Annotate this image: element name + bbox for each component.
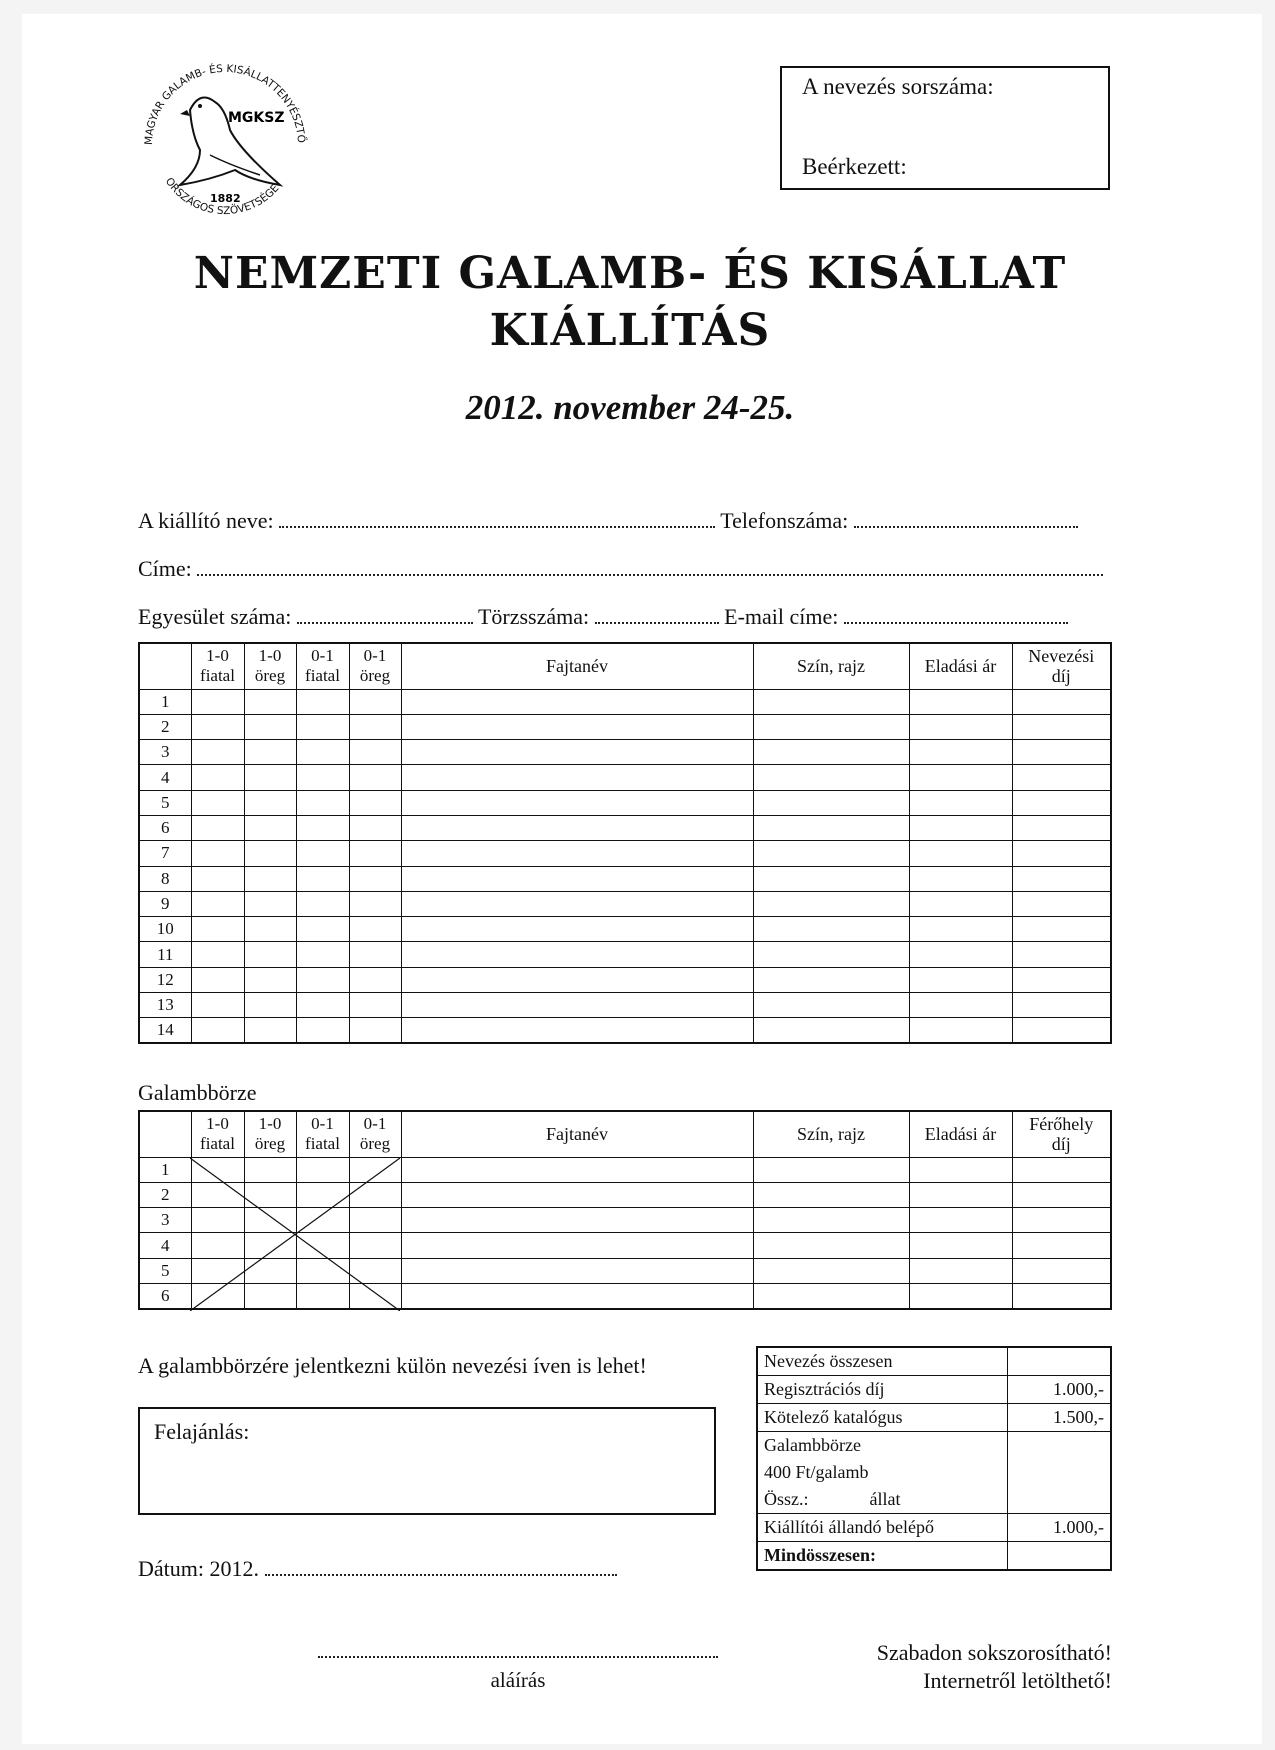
bourse-section-label: Galambbörze [138, 1080, 257, 1105]
fees-sum-label: Össz.: [764, 1489, 809, 1509]
entry-table-cell[interactable] [401, 917, 753, 942]
entry-table-cell[interactable] [401, 790, 753, 815]
fees-registration-label: Regisztrációs díj [757, 1376, 1008, 1404]
entry-table-header [139, 643, 1111, 689]
bourse-table-header [139, 1111, 1111, 1157]
entry-table-cell[interactable] [753, 689, 909, 714]
col-header-price: Eladási ár [909, 643, 1012, 689]
bourse-table-cell[interactable] [1012, 1208, 1111, 1233]
entry-table-cell[interactable] [296, 967, 349, 992]
bourse-table-cell[interactable] [909, 1233, 1012, 1258]
entry-table-cell[interactable] [909, 714, 1012, 739]
bourse-col-color: Szín, rajz [753, 1111, 909, 1157]
entry-table-cell[interactable] [1012, 841, 1111, 866]
entry-table-cell[interactable] [909, 866, 1012, 891]
entry-table-cell[interactable] [296, 866, 349, 891]
entry-table-cell[interactable] [191, 790, 244, 815]
col-header-old-female: 0-1 öreg [349, 643, 401, 689]
bourse-table-cell[interactable] [401, 1208, 753, 1233]
col-header-young-female: 0-1 fiatal [296, 643, 349, 689]
bourse-table-cell[interactable] [909, 1182, 1012, 1207]
entry-table-cell[interactable] [244, 942, 296, 967]
entry-table-row [139, 790, 1111, 815]
entry-table-cell[interactable] [296, 689, 349, 714]
entry-table-row-number: 3 [139, 740, 191, 765]
bourse-table-cell[interactable] [401, 1283, 753, 1308]
entry-table-cell[interactable] [349, 942, 401, 967]
entry-table-row-number: 8 [139, 866, 191, 891]
entry-table-cell[interactable] [191, 917, 244, 942]
bourse-table-cell[interactable] [753, 1233, 909, 1258]
fees-permanent-amount: 1.000,- [1008, 1514, 1112, 1542]
fees-table [756, 1346, 1112, 1571]
fees-row-sum [757, 1486, 1111, 1514]
bourse-table-cell[interactable] [753, 1258, 909, 1283]
entry-table-cell[interactable] [296, 891, 349, 916]
entry-table-cell[interactable] [401, 714, 753, 739]
entry-table-row [139, 689, 1111, 714]
entry-table-cell[interactable] [349, 917, 401, 942]
entry-table-cell[interactable] [401, 993, 753, 1018]
entry-number-box[interactable] [780, 66, 1110, 190]
page-title-line2: KIÁLLÍTÁS [489, 305, 771, 356]
entry-table-cell[interactable] [753, 714, 909, 739]
fees-catalog-label: Kötelező katalógus [757, 1404, 1008, 1432]
bourse-table-cell[interactable] [909, 1283, 1012, 1308]
entry-table-cell[interactable] [1012, 866, 1111, 891]
fees-permanent-label: Kiállítói állandó belépő [757, 1514, 1008, 1542]
entry-table-cell[interactable] [191, 714, 244, 739]
entry-table-cell[interactable] [401, 967, 753, 992]
entry-table-row [139, 841, 1111, 866]
svg-text:MAGYAR GALAMB- ÉS KISÁLLATTENY [130, 50, 309, 145]
entry-table-cell[interactable] [349, 1018, 401, 1043]
entry-table-cell[interactable] [909, 765, 1012, 790]
bourse-row-number-header [139, 1111, 191, 1157]
exhibitor-name-field[interactable] [138, 508, 1078, 534]
entry-table-cell[interactable] [191, 740, 244, 765]
entry-table-cell[interactable] [909, 891, 1012, 916]
fees-row-bourse-rate [757, 1459, 1111, 1486]
entry-table-cell[interactable] [244, 967, 296, 992]
bourse-table-cell[interactable] [909, 1258, 1012, 1283]
entry-table-cell[interactable] [191, 815, 244, 840]
entry-table-row [139, 891, 1111, 916]
entry-table-cell[interactable] [296, 790, 349, 815]
entry-table-cell[interactable] [1012, 967, 1111, 992]
exhibitor-name-line[interactable] [279, 510, 715, 528]
entry-table-cell[interactable] [909, 942, 1012, 967]
logo-ring-bottom: ORSZÁGOS SZÖVETSÉGE [162, 175, 282, 218]
entry-table-row-number: 6 [139, 815, 191, 840]
entry-table-cell[interactable] [296, 815, 349, 840]
entry-table-cell[interactable] [1012, 993, 1111, 1018]
entry-table-cell[interactable] [1012, 1018, 1111, 1043]
offer-label: Felajánlás: [154, 1419, 250, 1444]
fees-sum-cell[interactable] [757, 1486, 1008, 1514]
bourse-table-row-number: 3 [139, 1208, 191, 1233]
entry-table-cell[interactable] [753, 841, 909, 866]
entry-table-cell[interactable] [1012, 790, 1111, 815]
entry-table-cell[interactable] [401, 1018, 753, 1043]
entry-table-cell[interactable] [909, 740, 1012, 765]
entry-table-cell[interactable] [191, 891, 244, 916]
entry-table-cell[interactable] [244, 891, 296, 916]
entry-table-cell[interactable] [244, 815, 296, 840]
fees-grand-total-amount[interactable] [1008, 1542, 1112, 1571]
entry-table-cell[interactable] [244, 740, 296, 765]
entry-table-row-number: 4 [139, 765, 191, 790]
entry-table-cell[interactable] [349, 689, 401, 714]
bourse-col-breed: Fajtanév [401, 1111, 753, 1157]
entry-table-cell[interactable] [401, 866, 753, 891]
bourse-table-cell[interactable] [1012, 1283, 1111, 1308]
entry-table-row [139, 740, 1111, 765]
entry-table-cell[interactable] [401, 740, 753, 765]
entry-table-cell[interactable] [296, 942, 349, 967]
bourse-note: A galambbörzére jelentkezni külön nevezési íven is lehet! [138, 1353, 647, 1378]
entry-table-cell[interactable] [349, 841, 401, 866]
fees-row-grand-total [757, 1542, 1111, 1571]
event-date: 2012. november 24-25. [465, 388, 795, 427]
entry-table-cell[interactable] [401, 891, 753, 916]
entry-number-label: A nevezés sorszáma: [802, 74, 994, 99]
entry-table-cell[interactable] [244, 1018, 296, 1043]
entry-table-cell[interactable] [401, 689, 753, 714]
entry-table-row [139, 942, 1111, 967]
bourse-table-cell[interactable] [753, 1157, 909, 1182]
entry-table-cell[interactable] [909, 967, 1012, 992]
page-title-line1: NEMZETI GALAMB- ÉS KISÁLLAT [193, 248, 1067, 299]
bourse-table-cell[interactable] [753, 1283, 909, 1308]
entry-table-cell[interactable] [191, 866, 244, 891]
entry-table-cell[interactable] [1012, 740, 1111, 765]
bourse-table-cell[interactable] [401, 1182, 753, 1207]
mgksz-logo [130, 50, 320, 230]
entry-table-cell[interactable] [401, 841, 753, 866]
entry-table-cell[interactable] [296, 1018, 349, 1043]
bourse-table-cell[interactable] [753, 1182, 909, 1207]
stud-number-label: Törzsszáma: [477, 604, 590, 629]
bourse-table-row-number: 4 [139, 1233, 191, 1258]
address-label: Címe: [138, 556, 192, 581]
entry-table-cell[interactable] [349, 790, 401, 815]
bourse-col-young-female: 0-1 fiatal [296, 1111, 349, 1157]
entry-table-cell[interactable] [349, 815, 401, 840]
bourse-table-cell[interactable] [401, 1258, 753, 1283]
offer-box[interactable] [138, 1407, 716, 1515]
entry-table-row [139, 1018, 1111, 1043]
entry-table-cell[interactable] [753, 942, 909, 967]
entry-table-cell[interactable] [753, 891, 909, 916]
logo-abbr: MGKSZ [228, 110, 285, 126]
entry-table-cell[interactable] [909, 815, 1012, 840]
bourse-table-cell[interactable] [1012, 1182, 1111, 1207]
club-number-line[interactable] [297, 606, 473, 624]
entry-table-cell[interactable] [191, 942, 244, 967]
entry-table-row-number: 7 [139, 841, 191, 866]
entry-table-cell[interactable] [401, 942, 753, 967]
entry-table-row-number: 11 [139, 942, 191, 967]
entry-table-row-number: 1 [139, 689, 191, 714]
entry-table-cell[interactable] [909, 993, 1012, 1018]
entry-table-cell[interactable] [753, 1018, 909, 1043]
entry-table-cell[interactable] [753, 866, 909, 891]
entry-table-row-number: 14 [139, 1018, 191, 1043]
bourse-crossout-icon [190, 1158, 400, 1311]
address-field[interactable] [138, 556, 1103, 582]
bourse-col-fee: Férőhely díj [1012, 1111, 1111, 1157]
entry-table-cell[interactable] [349, 891, 401, 916]
footer-line2: Internetről letölthető! [923, 1668, 1112, 1693]
bourse-table-row-number: 6 [139, 1283, 191, 1308]
entry-table-row [139, 967, 1111, 992]
col-header-young-male: 1-0 fiatal [191, 643, 244, 689]
entry-table-cell[interactable] [1012, 917, 1111, 942]
entry-table-cell[interactable] [753, 790, 909, 815]
fees-total-entry-label: Nevezés összesen [757, 1347, 1008, 1376]
entry-table-cell[interactable] [401, 765, 753, 790]
bourse-table-cell[interactable] [1012, 1157, 1111, 1182]
entry-table-cell[interactable] [909, 1018, 1012, 1043]
bourse-col-old-male: 1-0 öreg [244, 1111, 296, 1157]
date-line[interactable] [265, 1558, 617, 1576]
entry-table-row-number: 9 [139, 891, 191, 916]
entry-table-cell[interactable] [401, 815, 753, 840]
entry-table-cell[interactable] [1012, 714, 1111, 739]
entry-table-row [139, 993, 1111, 1018]
entry-table-cell[interactable] [1012, 942, 1111, 967]
fees-catalog-amount: 1.500,- [1008, 1404, 1112, 1432]
fees-row-permanent [757, 1514, 1111, 1542]
email-label: E-mail címe: [724, 604, 839, 629]
bourse-table-cell[interactable] [401, 1233, 753, 1258]
fees-animal-label: állat [869, 1489, 901, 1509]
footer-line1: Szabadon sokszorosítható! [876, 1640, 1112, 1665]
entry-table-cell[interactable] [1012, 765, 1111, 790]
entry-table-cell[interactable] [244, 689, 296, 714]
entry-table-cell[interactable] [753, 765, 909, 790]
row-number-header [139, 643, 191, 689]
entry-table-cell[interactable] [244, 714, 296, 739]
entry-table-cell[interactable] [296, 841, 349, 866]
club-field-row[interactable] [138, 604, 1068, 630]
fees-total-entry-amount[interactable] [1008, 1347, 1112, 1376]
entry-table-cell[interactable] [909, 790, 1012, 815]
entry-table-cell[interactable] [244, 917, 296, 942]
entry-table-cell[interactable] [296, 740, 349, 765]
entry-table-cell[interactable] [244, 790, 296, 815]
pigeon-logo-icon [130, 50, 320, 230]
entry-table-row-number: 5 [139, 790, 191, 815]
entry-table-cell[interactable] [349, 765, 401, 790]
logo-ring-top: MAGYAR GALAMB- ÉS KISÁLLATTENYÉSZTŐ [142, 62, 308, 146]
entry-table-cell[interactable] [191, 967, 244, 992]
entry-table-row [139, 917, 1111, 942]
entry-table-cell[interactable] [244, 765, 296, 790]
fees-registration-amount: 1.000,- [1008, 1376, 1112, 1404]
entry-table-cell[interactable] [1012, 689, 1111, 714]
entry-table-cell[interactable] [244, 841, 296, 866]
entry-table-cell[interactable] [1012, 815, 1111, 840]
logo-year: 1882 [210, 192, 241, 205]
entry-table-cell[interactable] [244, 866, 296, 891]
entry-table-cell[interactable] [753, 917, 909, 942]
entry-table-cell[interactable] [191, 841, 244, 866]
entry-table-cell[interactable] [349, 866, 401, 891]
fees-row-catalog [757, 1404, 1111, 1432]
entry-table-row-number: 12 [139, 967, 191, 992]
bourse-table-cell[interactable] [909, 1157, 1012, 1182]
date-label: Dátum: 2012. [138, 1556, 259, 1581]
signature-line[interactable] [318, 1656, 718, 1658]
entry-table-row [139, 714, 1111, 739]
entry-table-cell[interactable] [1012, 891, 1111, 916]
address-line[interactable] [197, 558, 1103, 576]
entry-table-cell[interactable] [909, 917, 1012, 942]
exhibitor-name-label: A kiállító neve: [138, 508, 274, 533]
fees-grand-total-label: Mindösszesen: [757, 1542, 1008, 1571]
phone-line[interactable] [854, 510, 1078, 528]
date-field[interactable] [138, 1556, 617, 1582]
entry-table-cell[interactable] [349, 993, 401, 1018]
entry-table-row-number: 10 [139, 917, 191, 942]
col-header-fee: Nevezési díj [1012, 643, 1111, 689]
entry-table-cell[interactable] [909, 689, 1012, 714]
fees-bourse-rate: 400 Ft/galamb [757, 1459, 1008, 1486]
col-header-color: Szín, rajz [753, 643, 909, 689]
stud-number-line[interactable] [595, 606, 719, 624]
entry-table-cell[interactable] [909, 841, 1012, 866]
phone-label: Telefonszáma: [720, 508, 849, 533]
entry-table-cell[interactable] [244, 993, 296, 1018]
club-number-label: Egyesület száma: [138, 604, 292, 629]
signature-label: aláírás [490, 1668, 546, 1692]
entry-table-cell[interactable] [753, 967, 909, 992]
entry-table-cell[interactable] [296, 714, 349, 739]
entry-table-row [139, 765, 1111, 790]
entry-table-cell[interactable] [349, 714, 401, 739]
bourse-table-row-number: 5 [139, 1258, 191, 1283]
entry-table-cell[interactable] [296, 765, 349, 790]
entry-table-cell[interactable] [349, 740, 401, 765]
entry-table-row-number: 2 [139, 714, 191, 739]
entry-table-cell[interactable] [296, 917, 349, 942]
bourse-table-cell[interactable] [753, 1208, 909, 1233]
fees-bourse-amount[interactable] [1008, 1486, 1112, 1514]
entry-table-cell[interactable] [191, 765, 244, 790]
bourse-table-cell[interactable] [1012, 1233, 1111, 1258]
fees-row-bourse [757, 1432, 1111, 1460]
entry-table-cell[interactable] [191, 993, 244, 1018]
bourse-table-row-number: 2 [139, 1182, 191, 1207]
bourse-table-row-number: 1 [139, 1157, 191, 1182]
entry-table-cell[interactable] [753, 993, 909, 1018]
arrived-label: Beérkezett: [802, 154, 907, 179]
entry-table [138, 642, 1112, 1044]
entry-table-cell[interactable] [753, 815, 909, 840]
bourse-col-young-male: 1-0 fiatal [191, 1111, 244, 1157]
bourse-table-cell[interactable] [909, 1208, 1012, 1233]
col-header-old-male: 1-0 öreg [244, 643, 296, 689]
entry-table-row-number: 13 [139, 993, 191, 1018]
col-header-breed: Fajtanév [401, 643, 753, 689]
entry-table-cell[interactable] [296, 993, 349, 1018]
bourse-table-cell[interactable] [401, 1157, 753, 1182]
entry-table-cell[interactable] [191, 1018, 244, 1043]
fees-row-total-entry [757, 1347, 1111, 1376]
bourse-table-cell[interactable] [1012, 1258, 1111, 1283]
bourse-col-old-female: 0-1 öreg [349, 1111, 401, 1157]
entry-table-row [139, 866, 1111, 891]
entry-table-cell[interactable] [191, 689, 244, 714]
fees-bourse-label: Galambbörze [757, 1432, 1008, 1460]
email-line[interactable] [844, 606, 1068, 624]
entry-table-cell[interactable] [349, 967, 401, 992]
entry-table-cell[interactable] [753, 740, 909, 765]
bourse-col-price: Eladási ár [909, 1111, 1012, 1157]
entry-table-row [139, 815, 1111, 840]
fees-row-registration [757, 1376, 1111, 1404]
